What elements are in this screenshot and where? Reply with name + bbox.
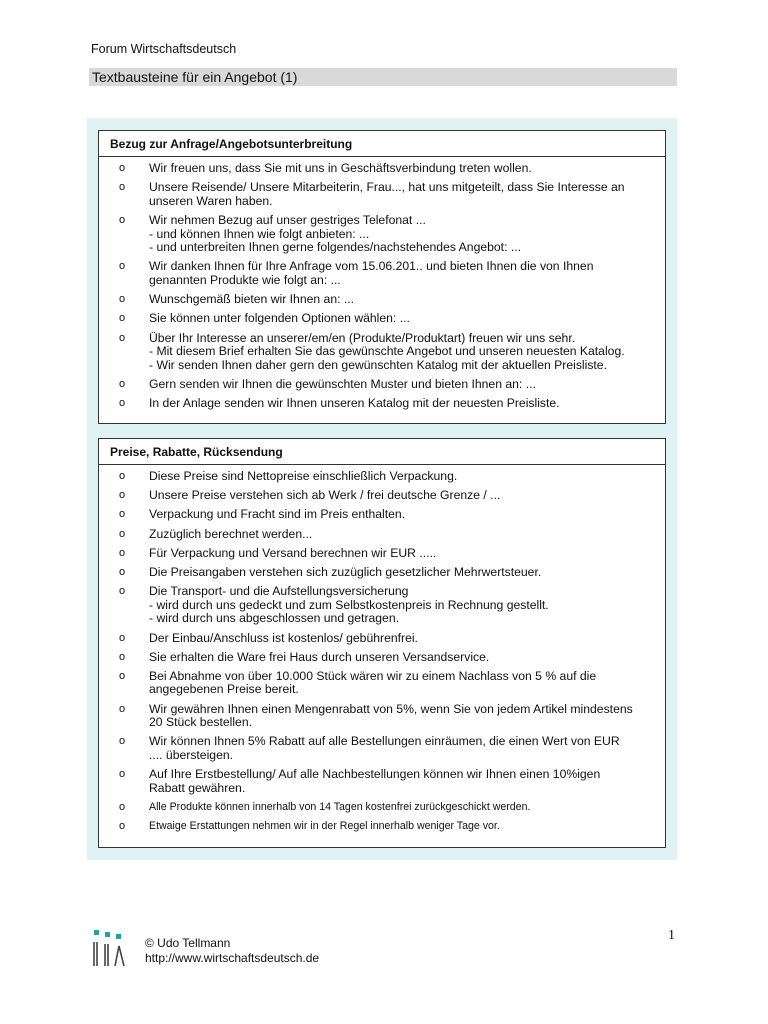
item-text: Wir danken Ihnen für Ihre Anfrage vom 15.06.201.. und bieten Ihnen die von Ihnen bbox=[149, 259, 594, 274]
item-text: Diese Preise sind Nettopreise einschließlich Verpackung. bbox=[149, 469, 458, 483]
list-item bbox=[99, 632, 665, 646]
list-item bbox=[99, 162, 665, 176]
bullet-icon: o bbox=[119, 546, 126, 559]
website-link[interactable]: http://www.wirtschaftsdeutsch.de bbox=[145, 950, 320, 965]
list-item bbox=[99, 651, 665, 665]
item-text: Alle Produkte können innerhalb von 14 Tagen kostenfrei zurückgeschickt werden. bbox=[149, 801, 531, 813]
footer-copyright bbox=[145, 936, 319, 965]
bullet-icon: o bbox=[119, 213, 126, 226]
content-panel bbox=[87, 118, 677, 860]
item-text: Wir können Ihnen 5% Rabatt auf alle Bestellungen einräumen, die einen Wert von EUR bbox=[149, 734, 620, 749]
bullet-icon: o bbox=[119, 331, 126, 344]
list-item bbox=[99, 585, 665, 626]
bullet-icon: o bbox=[119, 397, 126, 410]
bullet-icon: o bbox=[119, 489, 126, 502]
bullet-icon: o bbox=[119, 508, 126, 521]
list-item bbox=[99, 181, 665, 208]
item-text: In der Anlage senden wir Ihnen unseren Katalog mit der neuesten Preisliste. bbox=[149, 396, 560, 411]
bullet-icon: o bbox=[119, 768, 126, 781]
list-item bbox=[99, 214, 665, 255]
list-item bbox=[99, 293, 665, 307]
bullet-icon: o bbox=[119, 702, 126, 715]
item-text: Wir nehmen Bezug auf unser gestriges Telefonat ... bbox=[149, 212, 426, 227]
item-text: Etwaige Erstattungen nehmen wir in der Regel innerhalb weniger Tage vor. bbox=[149, 819, 500, 832]
list-item bbox=[99, 703, 665, 730]
bullet-icon: o bbox=[119, 293, 126, 306]
bullet-icon: o bbox=[119, 650, 126, 663]
section-box-prices bbox=[98, 438, 666, 848]
list-item bbox=[99, 768, 665, 795]
page-header: Forum Wirtschaftsdeutsch bbox=[91, 42, 237, 56]
item-text: Bei Abnahme von über 10.000 Stück wären wir zu einem Nachlass von 5 % auf die bbox=[149, 668, 597, 683]
section-heading: Bezug zur Anfrage/Angebotsunterbreitung bbox=[99, 131, 665, 157]
item-text: Zuzüglich berechnet werden... bbox=[149, 526, 313, 541]
list-item bbox=[99, 470, 665, 484]
item-text: Wir freuen uns, dass Sie mit uns in Geschäftsverbindung treten wollen. bbox=[149, 161, 532, 175]
phrase-list bbox=[99, 157, 665, 411]
item-text: Der Einbau/Anschluss ist kostenlos/ gebührenfrei. bbox=[149, 630, 418, 645]
bullet-icon: o bbox=[119, 162, 126, 174]
item-text: Für Verpackung und Versand berechnen wir EUR ..... bbox=[149, 545, 437, 560]
logo-icon bbox=[91, 926, 127, 970]
phrase-list bbox=[99, 465, 665, 833]
item-text: - und unterbreiten Ihnen gerne folgendes/nachstehendes Angebot: ... bbox=[149, 240, 521, 255]
item-text: Rabatt gewähren. bbox=[149, 780, 246, 795]
list-item bbox=[99, 332, 665, 373]
item-text: Über Ihr Interesse an unserer/em/en (Produkte/Produktart) freuen wir uns sehr. bbox=[149, 330, 576, 345]
bullet-icon: o bbox=[119, 181, 126, 194]
bullet-icon: o bbox=[119, 527, 126, 540]
list-item bbox=[99, 260, 665, 287]
item-text: unseren Waren haben. bbox=[149, 193, 273, 208]
page-number: 1 bbox=[668, 928, 675, 943]
item-text: - wird durch uns abgeschlossen und getragen. bbox=[149, 611, 399, 626]
item-text: genannten Produkte wie folgt an: ... bbox=[149, 272, 341, 287]
bullet-icon: o bbox=[119, 819, 126, 832]
item-text: Unsere Preise verstehen sich ab Werk / frei deutsche Grenze / ... bbox=[149, 488, 501, 503]
list-item bbox=[99, 547, 665, 561]
bullet-icon: o bbox=[119, 260, 126, 273]
item-text: .... übersteigen. bbox=[149, 748, 234, 763]
item-text: Wunschgemäß bieten wir Ihnen an: ... bbox=[149, 292, 355, 307]
page-title: Textbausteine für ein Angebot (1) bbox=[89, 68, 677, 86]
item-text: Sie können unter folgenden Optionen wählen: ... bbox=[149, 311, 410, 326]
list-item bbox=[99, 312, 665, 326]
list-item bbox=[99, 489, 665, 503]
item-text: - Wir senden Ihnen daher gern den gewünschten Katalog mit der aktuellen Preisliste. bbox=[149, 357, 607, 372]
list-item bbox=[99, 378, 665, 392]
item-text: Gern senden wir Ihnen die gewünschten Muster und bieten Ihnen an: ... bbox=[149, 376, 536, 391]
list-item bbox=[99, 801, 665, 814]
list-item bbox=[99, 735, 665, 762]
item-text: - und können Ihnen wie folgt anbieten: ... bbox=[149, 226, 370, 241]
bullet-icon: o bbox=[119, 669, 126, 682]
item-text: Verpackung und Fracht sind im Preis enthalten. bbox=[149, 507, 406, 522]
copyright-text: © Udo Tellmann bbox=[145, 936, 231, 950]
item-text: Die Preisangaben verstehen sich zuzüglich gesetzlicher Mehrwertsteuer. bbox=[149, 564, 542, 579]
item-text: Auf Ihre Erstbestellung/ Auf alle Nachbestellungen können wir Ihnen einen 10%igen bbox=[149, 767, 601, 782]
list-item bbox=[99, 397, 665, 411]
list-item bbox=[99, 566, 665, 580]
bullet-icon: o bbox=[119, 470, 126, 482]
item-text: Unsere Reisende/ Unsere Mitarbeiterin, Frau..., hat uns mitgeteilt, dass Sie Interesse an bbox=[149, 180, 625, 195]
bullet-icon: o bbox=[119, 312, 126, 325]
item-text: angegebenen Preise bereit. bbox=[149, 682, 299, 697]
section-box-request bbox=[98, 130, 666, 424]
list-item bbox=[99, 528, 665, 542]
item-text: - Mit diesem Brief erhalten Sie das gewünschte Angebot und unseren neuesten Katalog. bbox=[149, 344, 625, 359]
list-item bbox=[99, 670, 665, 697]
bullet-icon: o bbox=[119, 631, 126, 644]
list-item bbox=[99, 508, 665, 522]
item-text: - wird durch uns gedeckt und zum Selbstkostenpreis in Rechnung gestellt. bbox=[149, 597, 549, 612]
item-text: Sie erhalten die Ware frei Haus durch unseren Versandservice. bbox=[149, 649, 490, 664]
section-heading: Preise, Rabatte, Rücksendung bbox=[99, 439, 665, 465]
item-text: Wir gewähren Ihnen einen Mengenrabatt von 5%, wenn Sie von jedem Artikel mindestens bbox=[149, 701, 633, 716]
item-text: Die Transport- und die Aufstellungsversicherung bbox=[149, 584, 409, 599]
bullet-icon: o bbox=[119, 735, 126, 748]
item-text: 20 Stück bestellen. bbox=[149, 715, 252, 730]
bullet-icon: o bbox=[119, 377, 126, 390]
bullet-icon: o bbox=[119, 585, 126, 598]
list-item bbox=[99, 820, 665, 833]
bullet-icon: o bbox=[119, 801, 126, 813]
bullet-icon: o bbox=[119, 565, 126, 578]
